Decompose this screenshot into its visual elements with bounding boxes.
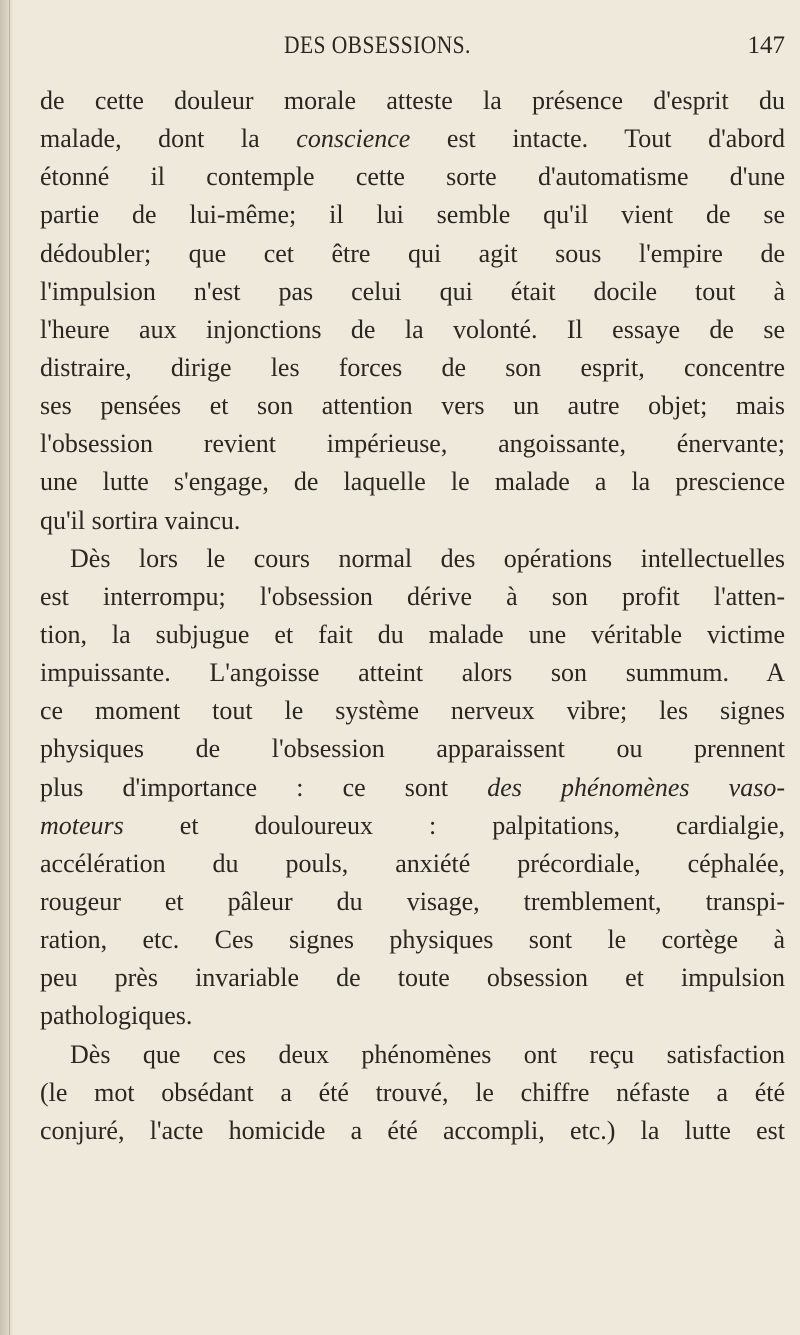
page-gutter-shadow xyxy=(0,0,14,1335)
text-line: impuissante. L'angoisse atteint alors son summum. A xyxy=(40,658,785,688)
italic-term: moteurs xyxy=(40,810,124,840)
text-line: l'impulsion n'est pas celui qui était docile tout à xyxy=(40,276,785,306)
text-line xyxy=(40,769,785,807)
text-line: étonné il contemple cette sorte d'automatisme d'une xyxy=(40,162,785,192)
text-line: qu'il sortira vaincu. xyxy=(40,505,241,535)
text-line: peu près invariable de toute obsession et impulsion xyxy=(40,963,785,993)
text-line: accélération du pouls, anxiété précordiale, céphalée, xyxy=(40,848,785,878)
text-line: partie de lui-même; il lui semble qu'il vient de se xyxy=(40,200,785,230)
italic-term: des phénomènes vaso- xyxy=(487,772,785,802)
italic-term: conscience xyxy=(296,124,411,154)
text-line: de cette douleur morale atteste la présence d'esprit du xyxy=(40,86,785,115)
text-line: ses pensées et son attention vers un autre objet; mais xyxy=(40,391,785,421)
text-line: est interrompu; l'obsession dérive à son profit l'atten- xyxy=(40,581,785,611)
text-line: tion, la subjugue et fait du malade une véritable victime xyxy=(40,619,785,649)
running-title: DES OBSESSIONS. xyxy=(284,32,471,59)
text-fragment: malade, dont la xyxy=(40,124,297,154)
text-line: distraire, dirige les forces de son esprit, concentre xyxy=(40,352,785,382)
text-line xyxy=(40,120,785,158)
text-line: une lutte s'engage, de laquelle le malade a la prescience xyxy=(40,467,785,497)
text-line: l'obsession revient impérieuse, angoissante, énervante; xyxy=(40,429,785,459)
text-line: dédoubler; que cet être qui agit sous l'empire de xyxy=(40,238,785,268)
text-line: (le mot obsédant a été trouvé, le chiffre néfaste a été xyxy=(40,1077,785,1107)
binding-edge xyxy=(9,0,10,1335)
text-line xyxy=(40,807,785,845)
text-fragment: et douloureux : palpitations, cardialgie, xyxy=(123,810,785,840)
text-line: ration, etc. Ces signes physiques sont le cortège à xyxy=(40,925,785,955)
text-line: ce moment tout le système nerveux vibre; les signes xyxy=(40,696,785,726)
text-line: physiques de l'obsession apparaissent ou prennent xyxy=(40,734,785,764)
text-line: Dès lors le cours normal des opérations intellectuelles xyxy=(70,543,785,573)
text-line: rougeur et pâleur du visage, tremblement, transpi- xyxy=(40,886,785,916)
page-header xyxy=(40,30,785,66)
body-text xyxy=(40,82,785,1150)
text-fragment: est intacte. Tout d'abord xyxy=(410,124,785,154)
text-line: Dès que ces deux phénomènes ont reçu satisfaction xyxy=(70,1039,785,1069)
page-number: 147 xyxy=(747,32,785,59)
text-line: pathologiques. xyxy=(40,1001,193,1031)
text-fragment: plus d'importance : ce sont xyxy=(40,772,488,802)
text-line: l'heure aux injonctions de la volonté. Il essaye de se xyxy=(40,314,785,344)
text-line: conjuré, l'acte homicide a été accompli, etc.) la lutte est xyxy=(40,1115,785,1145)
